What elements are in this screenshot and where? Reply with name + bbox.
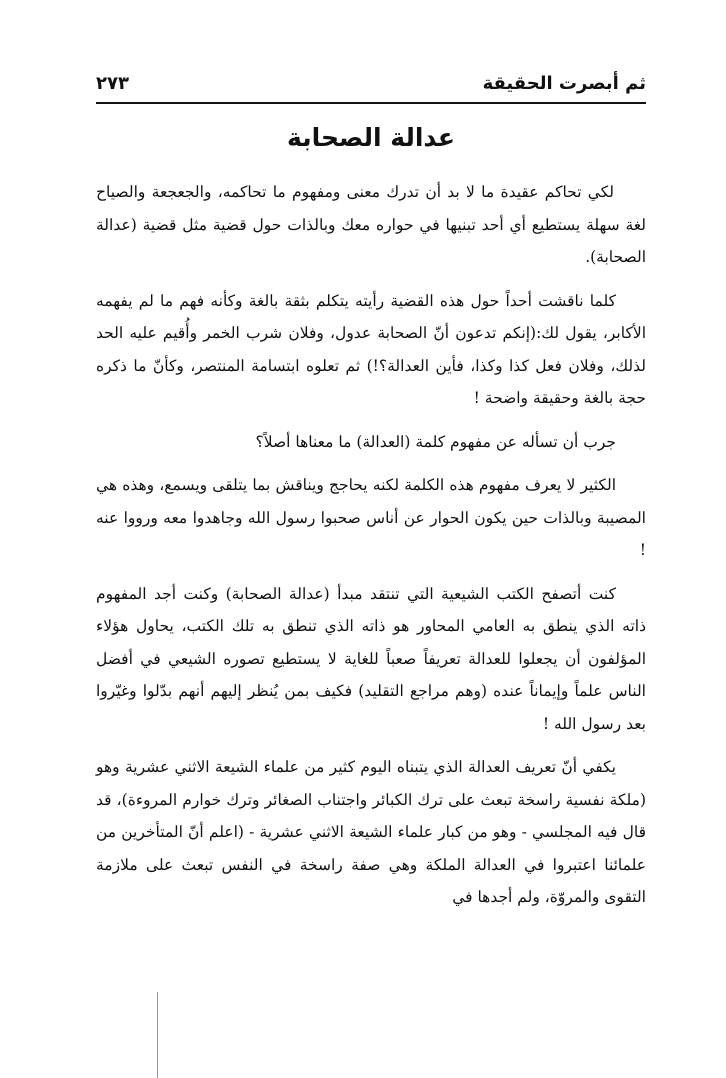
paragraph-3: جرب أن تسأله عن مفهوم كلمة (العدالة) ما معناها أصلاً؟ [255, 432, 616, 451]
page-number: ٢٧٣ [96, 72, 129, 94]
paragraph-2: كلما ناقشت أحداً حول هذه القضية رأيته يتكلم بثقة بالغة وكأنه فهم ما لم يفهمه الأكابر، يقول لك:(إنكم تدعون أنّ الصحابة عدول، وفلان شرب الخمر وأُقيم عليه الحد لذلك، وفلان فعل كذا وكذا، فأين العدالة؟!) ثم تعلوه ابتسامة المنتصر، وكأنّ ما ذكره حجة بالغة وحقيقة واضحة ! [96, 291, 646, 407]
chapter-title: عدالة الصحابة [287, 123, 455, 152]
book-title: ثم أبصرت الحقيقة [482, 72, 646, 94]
paragraph-1: لكي تحاكم عقيدة ما لا بد أن تدرك معنى ومفهوم ما تحاكمه، والجعجعة والصياح لغة سهلة يستطيع أي أحد تبنيها في حواره معك وبالذات حول قضية مثل قضية (عدالة الصحابة). [96, 183, 646, 266]
body-text [96, 176, 646, 925]
page-edge-line [157, 992, 158, 1078]
paragraph-6: يكفي أنّ تعريف العدالة الذي يتبناه اليوم كثير من علماء الشيعة الاثني عشرية وهو (ملكة نفسية راسخة تبعث على ترك الكبائر واجتناب الصغائر وترك خوارم المروءة)، قد قال فيه المجلسي - وهو من كبار علماء الشيعة الاثني عشرية - (اعلم أنّ المتأخرين من علمائنا اعتبروا في العدالة الملكة وهي صفة راسخة في النفس تبعث على ملازمة التقوى والمروّة، ولم أجدها في [96, 758, 646, 906]
paragraph-4: الكثير لا يعرف مفهوم هذه الكلمة لكنه يحاجج ويناقش بما يتلقى ويسمع، وهذه هي المصيبة وبالذات حين يكون الحوار عن أناس صحبوا رسول الله وجاهدوا معه ورووا عنه ! [96, 476, 646, 559]
running-header [96, 66, 646, 100]
paragraph-5: كنت أتصفح الكتب الشيعية التي تنتقد مبدأ (عدالة الصحابة) وكنت أجد المفهوم ذاته الذي ينطق به العامي المحاور هو ذاته الذي تنطق به تلك الكتب، يحاول هؤلاء المؤلفون أن يجعلوا للعدالة تعريفاً صعباً للغاية لا يستطيع تصوره الشيعي في أفضل الناس علماً وإيماناً عنده (وهم مراجع التقليد) فكيف بمن يُنظر إليهم أنهم بدّلوا وغيّروا بعد رسول الله ! [96, 584, 646, 733]
header-rule [96, 102, 646, 104]
